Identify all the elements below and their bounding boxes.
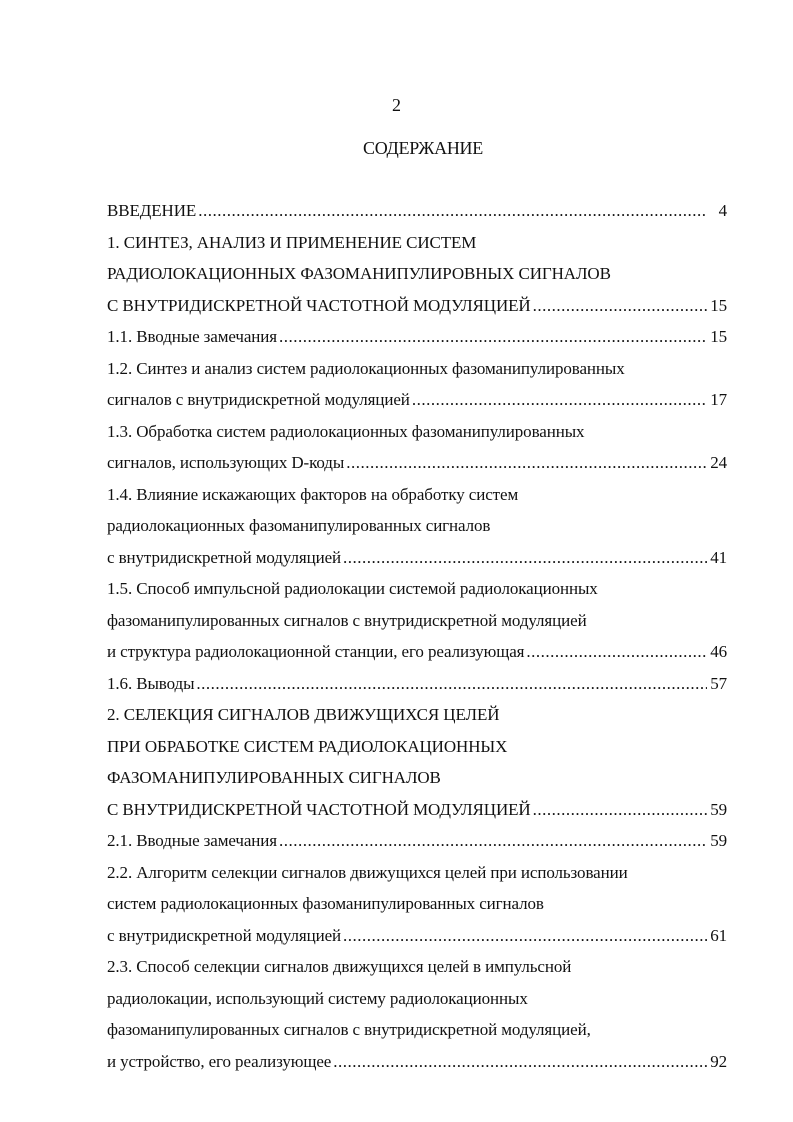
toc-entry-text: С ВНУТРИДИСКРЕТНОЙ ЧАСТОТНОЙ МОДУЛЯЦИЕЙ	[107, 799, 531, 819]
dot-leader	[412, 387, 707, 413]
toc-entry-text: ФАЗОМАНИПУЛИРОВАННЫХ СИГНАЛОВ	[107, 768, 441, 787]
toc-entry-line	[107, 1017, 727, 1049]
toc-entry-line	[107, 230, 727, 262]
toc-page-number: 17	[710, 390, 727, 409]
dot-leader	[526, 639, 707, 665]
toc-page-number: 46	[710, 642, 727, 661]
toc-entry-text: РАДИОЛОКАЦИОННЫХ ФАЗОМАНИПУЛИРОВНЫХ СИГНАЛОВ	[107, 264, 611, 283]
dot-leader	[198, 198, 707, 224]
toc-entry	[107, 482, 727, 577]
toc-page-number: 41	[710, 547, 727, 567]
toc-entry	[107, 419, 727, 482]
toc-entry	[107, 671, 727, 703]
toc-entry-line	[107, 765, 727, 797]
dot-leader	[196, 671, 707, 697]
toc-entry-text: с внутридискретной модуляцией	[107, 547, 342, 567]
toc-entry-text: ПРИ ОБРАБОТКЕ СИСТЕМ РАДИОЛОКАЦИОННЫХ	[107, 736, 508, 756]
toc-entry-line	[107, 860, 727, 892]
dot-leader	[533, 797, 707, 823]
toc-entry-text: 2.1. Вводные замечания	[107, 831, 278, 850]
toc-entry	[107, 860, 727, 955]
toc-entry-line	[107, 891, 727, 923]
toc-entry-last-line	[107, 923, 727, 955]
toc-entry-line	[107, 986, 727, 1018]
toc-entry-text: 1.6. Выводы	[107, 673, 195, 693]
toc-page-number: 24	[710, 453, 727, 472]
toc-entry-text: с внутридискретной модуляцией	[107, 925, 342, 945]
dot-leader	[279, 324, 707, 350]
toc-entry-text: и структура радиолокационной станции, его реализующая	[107, 642, 525, 661]
toc-entry-line	[107, 261, 727, 293]
toc-title: СОДЕРЖАНИЕ	[363, 138, 483, 158]
toc-entry	[107, 356, 727, 419]
toc-entry-text: радиолокационных фазоманипулированных сигналов	[107, 516, 491, 535]
toc-entry	[107, 954, 727, 1080]
toc-entry-last-line	[107, 387, 727, 419]
toc-entry-text: ВВЕДЕНИЕ	[107, 201, 197, 220]
toc-entry	[107, 198, 727, 230]
toc-entry-line	[107, 576, 727, 608]
toc-entry-line	[107, 356, 727, 388]
toc-entry-line	[107, 419, 727, 451]
dot-leader	[343, 545, 707, 571]
toc-entry-last-line	[107, 324, 727, 356]
toc-page-number: 4	[718, 201, 727, 220]
toc-entry-text: 1.4. Влияние искажающих факторов на обработку систем	[107, 484, 519, 504]
toc-entry	[107, 230, 727, 325]
toc-entry-text: фазоманипулированных сигналов с внутридискретной модуляцией	[107, 610, 587, 630]
toc-page-number: 59	[710, 799, 727, 819]
toc-entry	[107, 324, 727, 356]
toc-entry-line	[107, 513, 727, 545]
toc-entry	[107, 702, 727, 828]
toc-entry-text: 2.2. Алгоритм селекции сигналов движущихся целей при использовании	[107, 862, 628, 882]
toc-entry-line	[107, 608, 727, 640]
toc-entry-text: и устройство, его реализующее	[107, 1051, 332, 1071]
toc-entry-last-line	[107, 671, 727, 703]
toc-entry	[107, 828, 727, 860]
toc-entry-text: сигналов, использующих D-коды	[107, 453, 345, 472]
toc-entry-last-line	[107, 293, 727, 325]
toc-entry-line	[107, 482, 727, 514]
page-number: 2	[392, 95, 401, 115]
toc-page-number: 57	[710, 673, 727, 693]
toc-entry-last-line	[107, 198, 727, 230]
toc-entry-text: систем радиолокационных фазоманипулированных сигналов	[107, 894, 544, 913]
toc-entry-text: 1.5. Способ импульсной радиолокации системой радиолокационных	[107, 579, 598, 598]
toc-page-number: 61	[710, 925, 727, 945]
dot-leader	[533, 293, 707, 319]
toc-entry-last-line	[107, 545, 727, 577]
dot-leader	[346, 450, 707, 476]
toc-entry-text: фазоманипулированных сигналов с внутридискретной модуляцией,	[107, 1020, 591, 1039]
toc-entry-last-line	[107, 450, 727, 482]
toc-entry-text: 1.3. Обработка систем радиолокационных фазоманипулированных	[107, 421, 585, 441]
toc-entry-text: 1. СИНТЕЗ, АНАЛИЗ И ПРИМЕНЕНИЕ СИСТЕМ	[107, 232, 477, 252]
toc-page-number: 59	[710, 831, 727, 850]
toc-entry-line	[107, 734, 727, 766]
toc-page-number: 15	[710, 327, 727, 346]
toc-entry-text: радиолокации, использующий систему радиолокационных	[107, 988, 528, 1008]
toc-entry-last-line	[107, 639, 727, 671]
toc-page-number: 15	[710, 295, 727, 315]
toc-entry-text: С ВНУТРИДИСКРЕТНОЙ ЧАСТОТНОЙ МОДУЛЯЦИЕЙ	[107, 295, 531, 315]
toc-entry-text: 2.3. Способ селекции сигналов движущихся целей в импульсной	[107, 957, 572, 976]
table-of-contents	[107, 198, 727, 1080]
dot-leader	[279, 828, 707, 854]
toc-entry-text: 1.2. Синтез и анализ систем радиолокационных фазоманипулированных	[107, 358, 625, 378]
toc-entry-last-line	[107, 1049, 727, 1081]
dot-leader	[333, 1049, 707, 1075]
toc-entry-text: 2. СЕЛЕКЦИЯ СИГНАЛОВ ДВИЖУЩИХСЯ ЦЕЛЕЙ	[107, 705, 500, 724]
toc-entry	[107, 576, 727, 671]
toc-entry-line	[107, 954, 727, 986]
toc-page-number: 92	[710, 1051, 727, 1071]
toc-entry-text: сигналов с внутридискретной модуляцией	[107, 390, 410, 409]
toc-entry-last-line	[107, 828, 727, 860]
toc-entry-last-line	[107, 797, 727, 829]
toc-entry-text: 1.1. Вводные замечания	[107, 327, 278, 346]
dot-leader	[343, 923, 707, 949]
toc-entry-line	[107, 702, 727, 734]
